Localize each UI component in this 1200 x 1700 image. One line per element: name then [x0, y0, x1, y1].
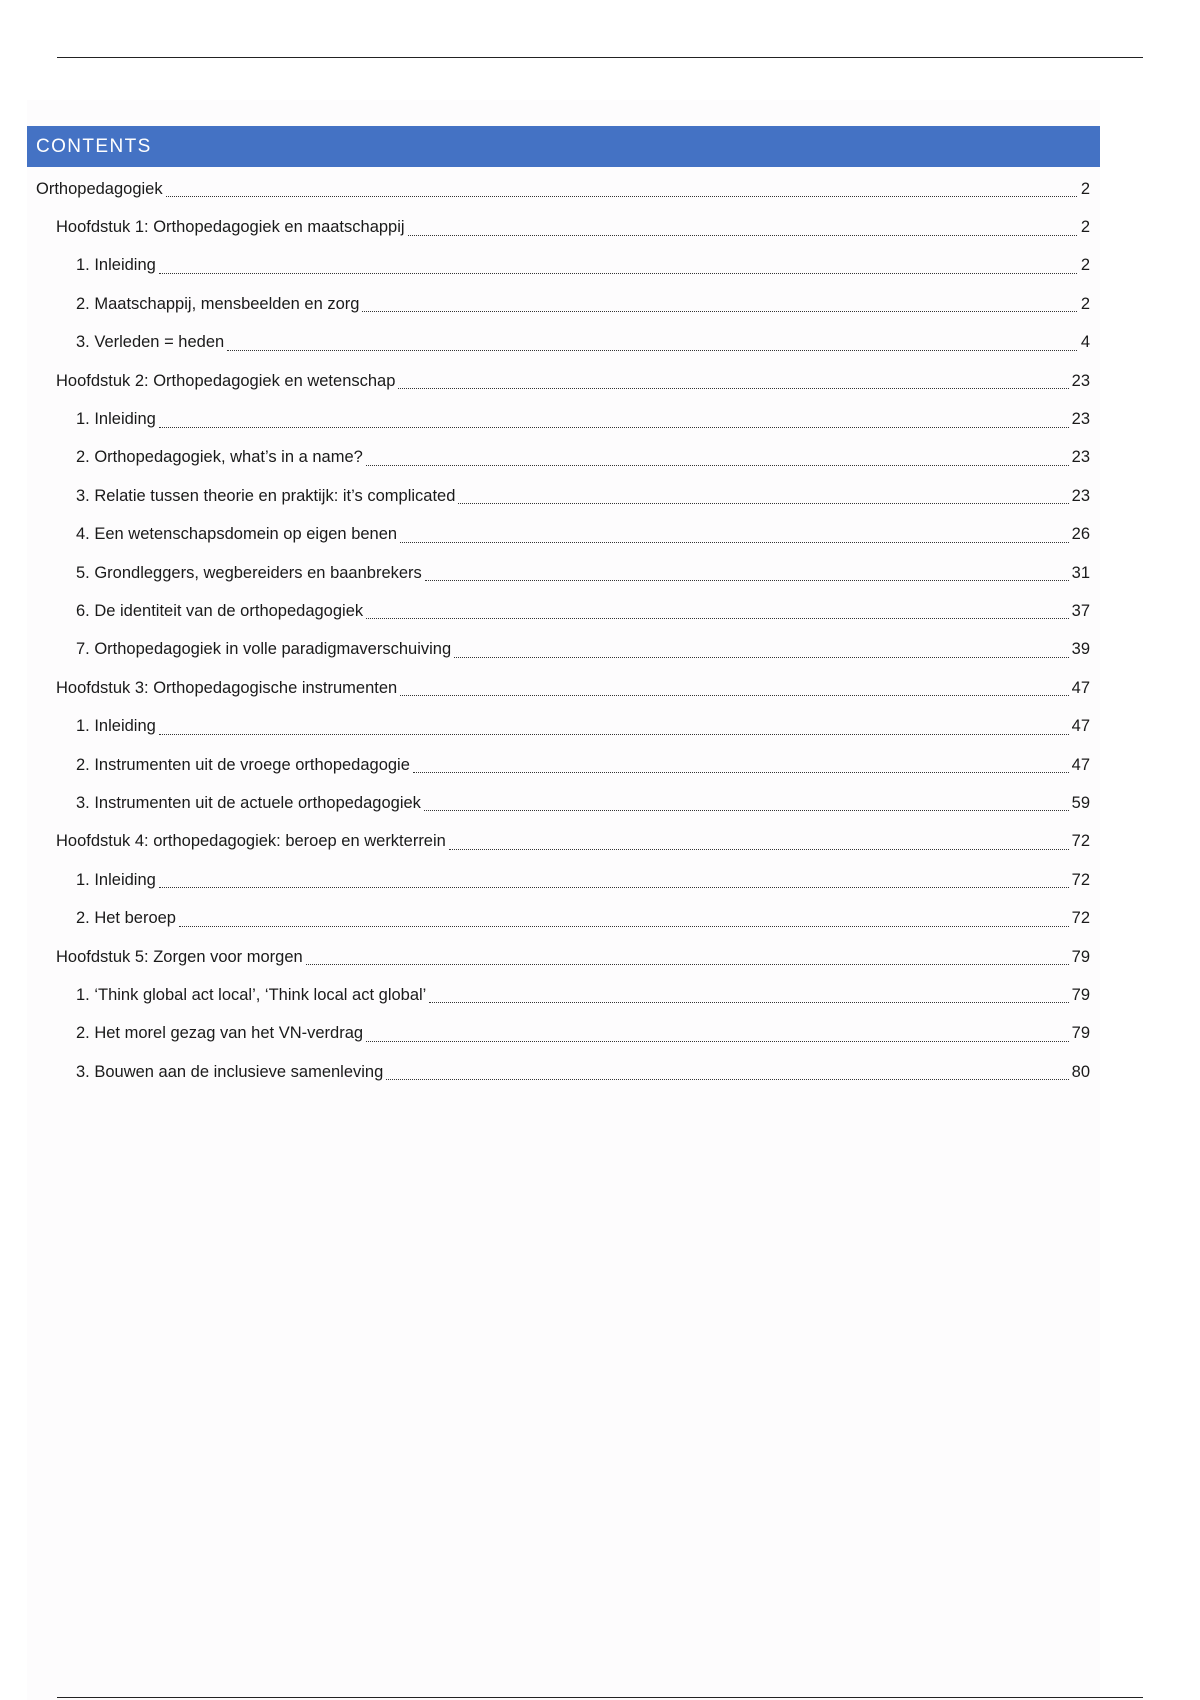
toc-entry[interactable] — [36, 899, 1090, 937]
toc-dot-leader — [179, 925, 1069, 927]
page-bottom-rule — [57, 1697, 1143, 1698]
toc-entry[interactable] — [36, 938, 1090, 976]
toc-entry-page-number: 47 — [1071, 678, 1090, 697]
toc-entry-page-number: 79 — [1071, 947, 1090, 966]
toc-entry[interactable] — [36, 784, 1090, 822]
toc-dot-leader — [400, 541, 1069, 543]
toc-entry-title: 2. Het morel gezag van het VN-verdrag — [76, 1024, 364, 1043]
toc-dot-leader — [159, 886, 1069, 888]
toc-dot-leader — [424, 809, 1069, 811]
toc-entry-title: 3. Bouwen aan de inclusieve samenleving — [76, 1062, 384, 1081]
toc-entry-title: 3. Instrumenten uit de actuele orthopedagogiek — [76, 793, 421, 812]
toc-entry-page-number: 80 — [1071, 1062, 1090, 1081]
toc-entry-page-number: 72 — [1071, 909, 1090, 928]
toc-entry-title: 3. Verleden = heden — [76, 333, 225, 352]
toc-entry-page-number: 47 — [1071, 755, 1090, 774]
toc-dot-leader — [449, 848, 1069, 850]
toc-entry-page-number: 26 — [1071, 525, 1090, 544]
toc-entry[interactable] — [36, 477, 1090, 515]
toc-entry[interactable] — [36, 324, 1090, 362]
toc-entry[interactable] — [36, 669, 1090, 707]
toc-dot-leader — [458, 502, 1068, 504]
toc-dot-leader — [166, 195, 1077, 197]
toc-dot-leader — [398, 387, 1068, 389]
toc-entry[interactable] — [36, 823, 1090, 861]
toc-entry-page-number: 37 — [1071, 601, 1090, 620]
toc-entry-title: Hoofdstuk 4: orthopedagogiek: beroep en werkterrein — [56, 832, 446, 851]
toc-dot-leader — [413, 771, 1069, 773]
toc-entry-title: Hoofdstuk 2: Orthopedagogiek en wetenschap — [56, 371, 396, 390]
toc-entry-title: 1. Inleiding — [76, 256, 156, 275]
toc-entry-page-number: 59 — [1071, 793, 1090, 812]
toc-entry[interactable] — [36, 362, 1090, 400]
toc-entry-title: 6. De identiteit van de orthopedagogiek — [76, 601, 364, 620]
toc-entry-page-number: 2 — [1080, 179, 1090, 198]
toc-entry-page-number: 23 — [1071, 486, 1090, 505]
toc-dot-leader — [425, 579, 1069, 581]
toc-entry[interactable] — [36, 554, 1090, 592]
toc-entry-page-number: 23 — [1071, 410, 1090, 429]
toc-entry-title: 3. Relatie tussen theorie en praktijk: it’s complicated — [76, 486, 456, 505]
toc-heading: CONTENTS — [27, 126, 1100, 167]
toc-entry-title: 7. Orthopedagogiek in volle paradigmaverschuiving — [76, 640, 452, 659]
toc-entry-title: Hoofdstuk 1: Orthopedagogiek en maatschappij — [56, 218, 405, 237]
toc-entry-title: Hoofdstuk 3: Orthopedagogische instrumenten — [56, 678, 398, 697]
toc-entry-title: 5. Grondleggers, wegbereiders en baanbrekers — [76, 563, 422, 582]
table-of-contents — [36, 170, 1090, 1091]
toc-entry-title: 2. Orthopedagogiek, what’s in a name? — [76, 448, 363, 467]
toc-entry[interactable] — [36, 208, 1090, 246]
toc-entry-title: Orthopedagogiek — [36, 179, 163, 198]
toc-entry[interactable] — [36, 170, 1090, 208]
toc-dot-leader — [454, 656, 1068, 658]
toc-entry[interactable] — [36, 516, 1090, 554]
toc-entry[interactable] — [36, 285, 1090, 323]
toc-entry-page-number: 2 — [1080, 218, 1090, 237]
toc-dot-leader — [159, 272, 1077, 274]
toc-dot-leader — [362, 310, 1077, 312]
toc-entry-title: 1. Inleiding — [76, 870, 156, 889]
toc-dot-leader — [159, 426, 1069, 428]
toc-entry-page-number: 2 — [1080, 256, 1090, 275]
toc-entry[interactable] — [36, 400, 1090, 438]
toc-entry[interactable] — [36, 592, 1090, 630]
toc-entry-page-number: 23 — [1071, 448, 1090, 467]
toc-dot-leader — [429, 1001, 1068, 1003]
toc-entry-page-number: 23 — [1071, 371, 1090, 390]
toc-entry[interactable] — [36, 976, 1090, 1014]
toc-entry-page-number: 4 — [1080, 333, 1090, 352]
page-top-rule — [57, 57, 1143, 58]
toc-entry-title: 2. Het beroep — [76, 909, 176, 928]
toc-entry-page-number: 72 — [1071, 832, 1090, 851]
toc-dot-leader — [159, 733, 1069, 735]
toc-entry-title: 2. Instrumenten uit de vroege orthopedagogie — [76, 755, 410, 774]
toc-entry-title: 1. Inleiding — [76, 410, 156, 429]
toc-entry[interactable] — [36, 631, 1090, 669]
toc-entry-title: 2. Maatschappij, mensbeelden en zorg — [76, 294, 360, 313]
toc-entry-page-number: 72 — [1071, 870, 1090, 889]
toc-entry-title: Hoofdstuk 5: Zorgen voor morgen — [56, 947, 303, 966]
toc-entry[interactable] — [36, 439, 1090, 477]
toc-dot-leader — [386, 1078, 1068, 1080]
toc-dot-leader — [366, 617, 1069, 619]
toc-entry[interactable] — [36, 247, 1090, 285]
toc-dot-leader — [408, 234, 1077, 236]
toc-entry-title: 1. ‘Think global act local’, ‘Think local act global’ — [76, 985, 427, 1004]
toc-entry[interactable] — [36, 1015, 1090, 1053]
toc-entry-page-number: 79 — [1071, 985, 1090, 1004]
toc-dot-leader — [366, 1040, 1069, 1042]
toc-entry[interactable] — [36, 746, 1090, 784]
toc-entry-title: 1. Inleiding — [76, 717, 156, 736]
toc-entry[interactable] — [36, 1053, 1090, 1091]
toc-dot-leader — [366, 464, 1069, 466]
toc-dot-leader — [400, 694, 1068, 696]
toc-entry-page-number: 31 — [1071, 563, 1090, 582]
toc-entry-title: 4. Een wetenschapsdomein op eigen benen — [76, 525, 398, 544]
toc-entry-page-number: 39 — [1071, 640, 1090, 659]
toc-entry-page-number: 2 — [1080, 294, 1090, 313]
toc-entry[interactable] — [36, 861, 1090, 899]
toc-entry-page-number: 79 — [1071, 1024, 1090, 1043]
toc-dot-leader — [227, 349, 1077, 351]
toc-entry[interactable] — [36, 707, 1090, 745]
toc-entry-page-number: 47 — [1071, 717, 1090, 736]
toc-dot-leader — [306, 963, 1069, 965]
